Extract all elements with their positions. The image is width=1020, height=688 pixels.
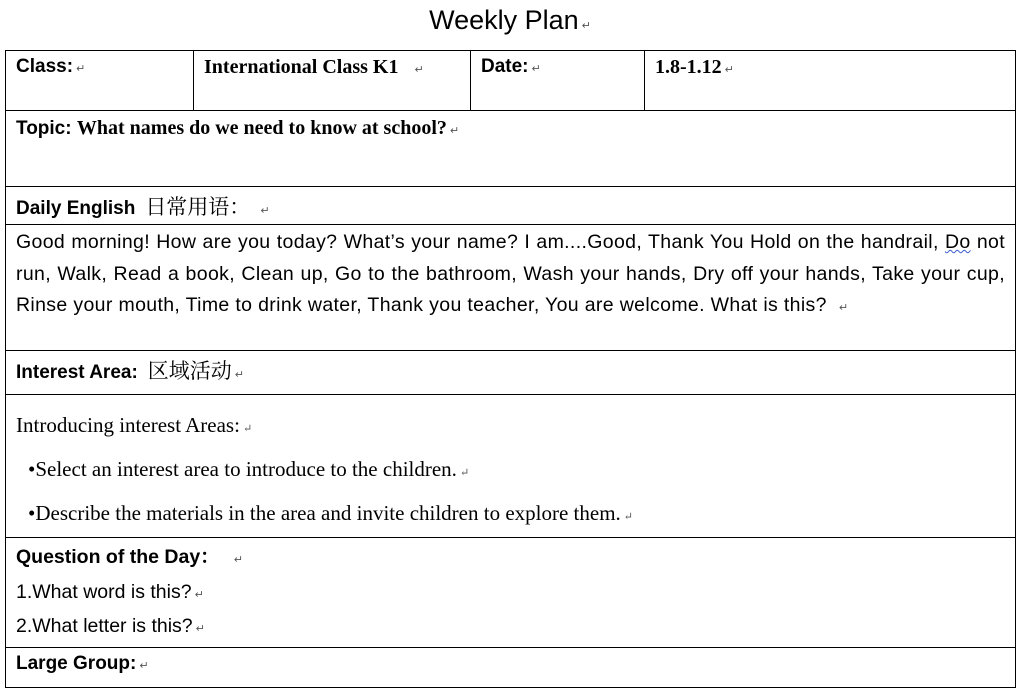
large-group-cell xyxy=(6,648,1016,688)
topic-value: What names do we need to know at school? xyxy=(76,117,447,139)
question-of-day-label-line xyxy=(16,542,1005,577)
paragraph-mark-icon: ↵ xyxy=(414,64,424,76)
topic-cell xyxy=(6,111,1016,187)
interest-area-header-cell xyxy=(6,351,1016,395)
class-label-cell xyxy=(6,51,194,111)
interest-area-bullet-2: •Describe the materials in the area and invite children to explore them. ↵ xyxy=(28,501,634,525)
paragraph-mark-icon: ↵ xyxy=(194,588,204,601)
paragraph-mark-icon: ↵ xyxy=(234,369,245,381)
question-of-day-cell xyxy=(6,538,1016,648)
question-item-1: 1.What word is this? ↵ xyxy=(16,580,204,603)
paragraph-mark-icon: ↵ xyxy=(459,467,470,479)
interest-area-intro: Introducing interest Areas: ↵ xyxy=(16,413,253,437)
interest-area-header-row xyxy=(6,351,1016,395)
topic-label: Topic: xyxy=(16,118,72,139)
paragraph-mark-icon: ↵ xyxy=(195,623,205,635)
date-value: 1.8-1.12 xyxy=(655,56,722,78)
paragraph-mark-icon: ↵ xyxy=(724,64,734,76)
daily-english-text-2: not run, Walk, Read a book, Clean up, Go to the bathroom, Wash your hands, Dry off your hands, Take your cup, Rinse your mouth, Time to drink water, Thank you teacher, You are welcome. What is this? xyxy=(16,231,1005,316)
large-group-label: Large Group: xyxy=(16,653,137,674)
question-of-day-label: Question of the Day： xyxy=(16,546,220,568)
paragraph-mark-icon: ↵ xyxy=(260,205,270,217)
class-date-row xyxy=(6,51,1016,111)
daily-english-label-cn: 日常用语： xyxy=(145,195,251,219)
paragraph-mark-icon: ↵ xyxy=(233,554,243,566)
interest-area-body-row xyxy=(6,395,1016,538)
date-label-cell xyxy=(471,51,645,111)
class-value: International Class K1 xyxy=(204,56,399,78)
interest-area-bullet-1: •Select an interest area to introduce to the children. ↵ xyxy=(28,457,470,481)
daily-english-text-cell xyxy=(6,225,1016,351)
date-label: Date: xyxy=(481,56,529,77)
interest-area-label: Interest Area: xyxy=(16,362,138,383)
spellcheck-underlined-word: Do xyxy=(944,231,971,253)
document-title: Weekly Plan ↵ xyxy=(429,5,591,35)
paragraph-mark-icon: ↵ xyxy=(838,302,849,314)
daily-english-text-1: Good morning! How are you today? What’s your name? I am....Good, Thank You Hold on the handrail, xyxy=(16,231,945,253)
daily-english-label: Daily English xyxy=(16,198,136,219)
paragraph-mark-icon: ↵ xyxy=(139,660,149,672)
daily-english-header-row xyxy=(6,187,1016,225)
interest-area-label-cn: 区域活动 xyxy=(147,359,232,383)
daily-english-header-cell xyxy=(6,187,1016,225)
paragraph-mark-icon: ↵ xyxy=(531,63,541,75)
class-label: Class: xyxy=(16,56,74,77)
class-value-cell xyxy=(194,51,471,111)
paragraph-mark-icon: ↵ xyxy=(242,423,253,435)
topic-row xyxy=(6,111,1016,187)
paragraph-mark-icon: ↵ xyxy=(623,511,634,523)
daily-english-text-row xyxy=(6,225,1016,351)
weekly-plan-table xyxy=(5,50,1016,688)
large-group-row xyxy=(6,648,1016,688)
interest-area-body-cell xyxy=(6,395,1016,538)
paragraph-mark-icon: ↵ xyxy=(581,20,591,32)
question-item-2: 2.What letter is this? ↵ xyxy=(16,615,205,637)
paragraph-mark-icon: ↵ xyxy=(76,63,86,75)
paragraph-mark-icon: ↵ xyxy=(449,125,460,137)
question-of-day-row xyxy=(6,538,1016,648)
date-value-cell xyxy=(645,51,1016,111)
